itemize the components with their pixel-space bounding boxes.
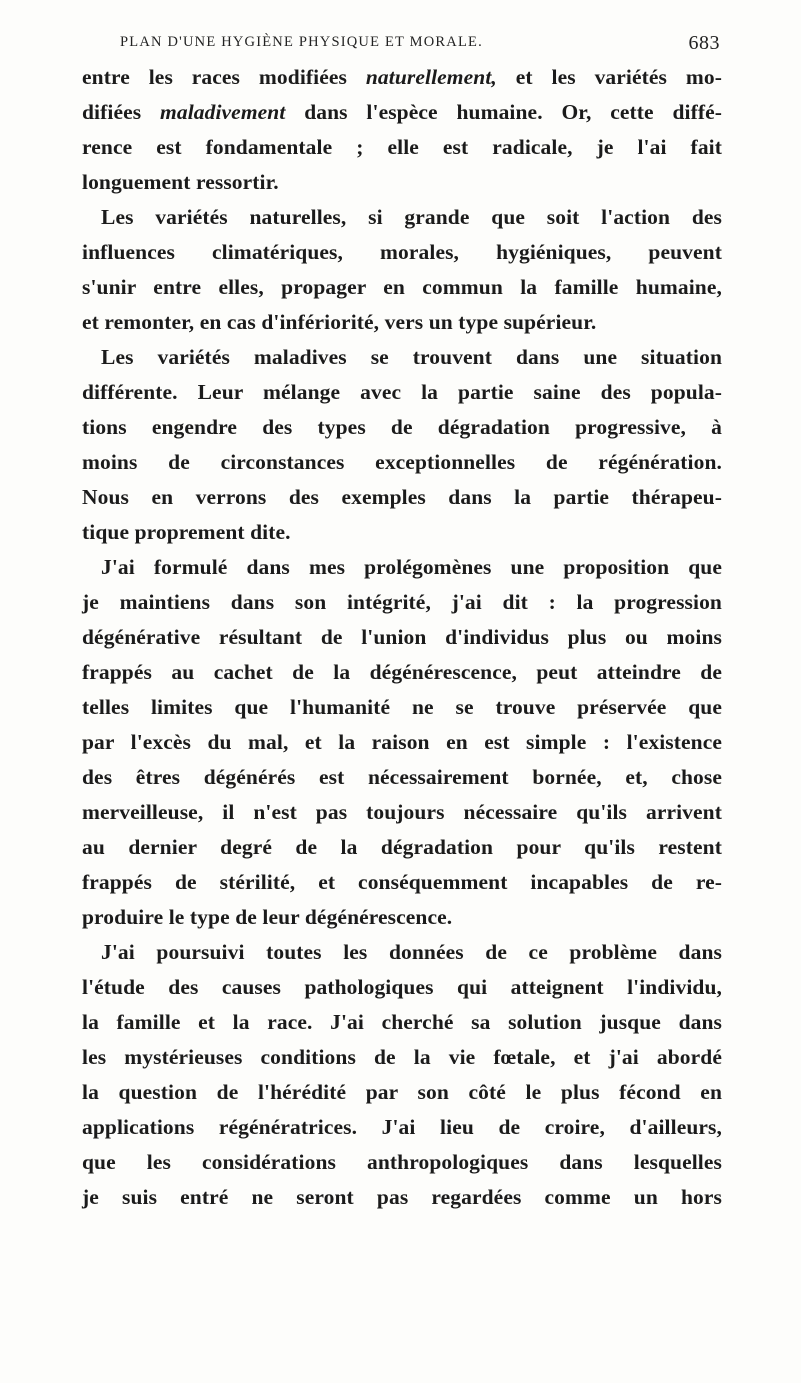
text-line	[82, 60, 722, 95]
text-line	[82, 1075, 722, 1110]
text-line	[82, 200, 722, 235]
text-line	[82, 1110, 722, 1145]
text-line	[82, 935, 722, 970]
text-segment: longuement ressortir.	[82, 170, 279, 194]
text-segment: rence est fondamentale ; elle est radicale, je l'ai fait	[82, 135, 722, 159]
text-segment: Nous en verrons des exemples dans la partie thérapeu-	[82, 485, 722, 509]
text-line	[82, 585, 722, 620]
text-segment: frappés au cachet de la dégénérescence, peut atteindre de	[82, 660, 722, 684]
text-line	[82, 165, 722, 200]
text-segment: merveilleuse, il n'est pas toujours nécessaire qu'ils arrivent	[82, 800, 722, 824]
text-segment: l'étude des causes pathologiques qui atteignent l'individu,	[82, 975, 722, 999]
text-line	[82, 655, 722, 690]
text-line	[82, 270, 722, 305]
text-line	[82, 1145, 722, 1180]
text-line	[82, 1180, 722, 1215]
text-line	[82, 760, 722, 795]
text-segment: Les variétés naturelles, si grande que soit l'action des	[101, 205, 722, 229]
text-segment: Les variétés maladives se trouvent dans une situation	[101, 345, 722, 369]
text-segment: la famille et la race. J'ai cherché sa solution jusque dans	[82, 1010, 722, 1034]
text-segment: différente. Leur mélange avec la partie saine des popula-	[82, 380, 722, 404]
text-segment: applications régénératrices. J'ai lieu de croire, d'ailleurs,	[82, 1115, 722, 1139]
text-line	[82, 550, 722, 585]
text-segment: des êtres dégénérés est nécessairement bornée, et, chose	[82, 765, 722, 789]
italic-segment: maladivement	[160, 100, 286, 124]
text-line	[82, 690, 722, 725]
text-line	[82, 235, 722, 270]
text-line	[82, 515, 722, 550]
text-line	[82, 795, 722, 830]
running-head	[120, 34, 720, 58]
text-line	[82, 480, 722, 515]
text-line	[82, 725, 722, 760]
text-segment: que les considérations anthropologiques dans lesquelles	[82, 1150, 722, 1174]
text-line	[82, 830, 722, 865]
text-segment: difiées	[82, 100, 161, 124]
text-segment: telles limites que l'humanité ne se trouve préservée que	[82, 695, 722, 719]
text-segment: J'ai formulé dans mes prolégomènes une proposition que	[101, 555, 722, 579]
text-segment: par l'excès du mal, et la raison en est simple : l'existence	[82, 730, 722, 754]
text-line	[82, 340, 722, 375]
text-segment: et remonter, en cas d'infériorité, vers un type supérieur.	[82, 310, 597, 334]
text-segment: entre les races modifiées	[82, 65, 366, 89]
italic-segment: naturellement,	[365, 65, 497, 89]
text-line	[82, 445, 722, 480]
text-line	[82, 1005, 722, 1040]
text-segment: moins de circonstances exceptionnelles de régénération.	[82, 450, 722, 474]
text-segment: au dernier degré de la dégradation pour qu'ils restent	[82, 835, 722, 859]
text-segment: tique proprement dite.	[82, 520, 291, 544]
text-segment: J'ai poursuivi toutes les données de ce problème dans	[101, 940, 722, 964]
text-segment: frappés de stérilité, et conséquemment incapables de re-	[82, 870, 722, 894]
text-segment: s'unir entre elles, propager en commun la famille humaine,	[82, 275, 722, 299]
text-line	[82, 900, 722, 935]
text-line	[82, 375, 722, 410]
text-segment: et les variétés mo-	[496, 65, 722, 89]
text-line	[82, 1040, 722, 1075]
text-segment: influences climatériques, morales, hygiéniques, peuvent	[82, 240, 722, 264]
text-line	[82, 410, 722, 445]
running-title: PLAN D'UNE HYGIÈNE PHYSIQUE ET MORALE.	[120, 34, 483, 50]
text-line	[82, 95, 722, 130]
text-line	[82, 970, 722, 1005]
text-segment: tions engendre des types de dégradation progressive, à	[82, 415, 722, 439]
text-segment: produire le type de leur dégénérescence.	[82, 905, 453, 929]
text-segment: je maintiens dans son intégrité, j'ai dit : la progression	[82, 590, 722, 614]
text-segment: dégénérative résultant de l'union d'individus plus ou moins	[82, 625, 722, 649]
page-number: 683	[688, 32, 720, 54]
text-segment: la question de l'hérédité par son côté le plus fécond en	[82, 1080, 722, 1104]
text-line	[82, 305, 722, 340]
text-segment: je suis entré ne seront pas regardées comme un hors	[82, 1185, 722, 1209]
text-segment: les mystérieuses conditions de la vie fœtale, et j'ai abordé	[82, 1045, 722, 1069]
text-line	[82, 865, 722, 900]
text-line	[82, 620, 722, 655]
body-text	[82, 60, 722, 1215]
text-segment: dans l'espèce humaine. Or, cette diffé-	[285, 100, 722, 124]
text-line	[82, 130, 722, 165]
